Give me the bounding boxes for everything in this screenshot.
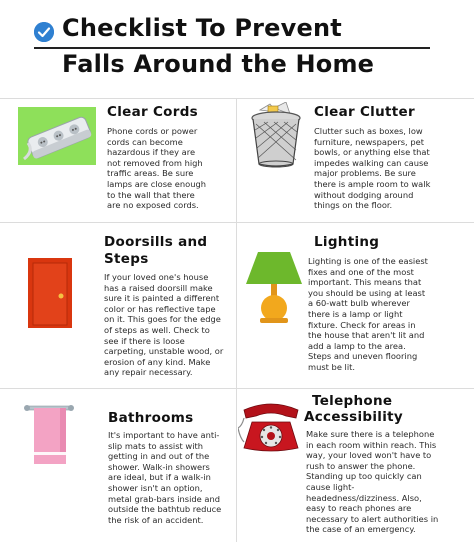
row-divider-bottom: [0, 388, 474, 389]
section-body: It's important to have anti- slip mats to assist with getting in and out of the shower. Walk-in showers are ideal, but if a walk-in shower isn't an option, metal grab-bars inside and outside the bathtub reduce the risk of an accident.: [108, 430, 222, 525]
check-circle-icon: [34, 22, 54, 42]
section-body: If your loved one's house has a raised doorsill make sure it is painted a different color or has reflective tape on it. This goes for the edge of steps as well. Check to see if there is loose carpeting, unstable wood, or erosion of any kind. Make any repair necessary.: [104, 272, 224, 378]
row-divider-top: [0, 98, 474, 99]
section-title-line2: Accessibility: [304, 409, 404, 425]
column-divider: [236, 98, 237, 542]
towel-icon: [24, 402, 74, 466]
section-title: Clear Cords: [107, 104, 198, 120]
row-divider-middle: [0, 222, 474, 223]
lamp-icon: [246, 252, 302, 324]
section-body: Clutter such as boxes, low furniture, newspapers, pet bowls, or anything else that impedes walking can cause major problems. Be sure there is ample room to walk without dodging around things on the floor.: [314, 126, 431, 211]
page-title-line1: Checklist To Prevent: [62, 14, 342, 42]
telephone-icon: [238, 398, 304, 454]
section-title: Clear Clutter: [314, 104, 415, 120]
page-title-line2: Falls Around the Home: [62, 50, 375, 78]
header: [0, 0, 474, 96]
section-title-line1: Doorsills and: [104, 234, 208, 250]
section-title-line1: Telephone: [312, 393, 393, 409]
door-icon: [28, 258, 72, 328]
trash-can-icon: [246, 102, 306, 168]
section-title: Bathrooms: [108, 410, 194, 426]
section-body: Make sure there is a telephone in each room within reach. This way, your loved won't have to rush to answer the phone. Standing up too quickly can cause light- headedness/dizziness. Also, easy to reach phones are necessary to alert authorities in the case of an emergency.: [306, 429, 439, 535]
section-body: Lighting is one of the easiest fixes and one of the most important. This means that you should be using at least a 60-watt bulb wherever there is a lamp or light fixture. Check for areas in the house that aren't lit and add a lamp to the area. Steps and uneven flooring must be lit.: [308, 256, 428, 372]
section-body: Phone cords or power cords can become hazardous if they are not removed from high traffic areas. Be sure lamps are close enough to the wall that there are no exposed cords.: [107, 126, 206, 211]
section-title: Lighting: [314, 234, 380, 250]
power-strip-icon: [18, 107, 96, 165]
title-divider: [34, 47, 430, 49]
section-title-line2: Steps: [104, 251, 149, 267]
